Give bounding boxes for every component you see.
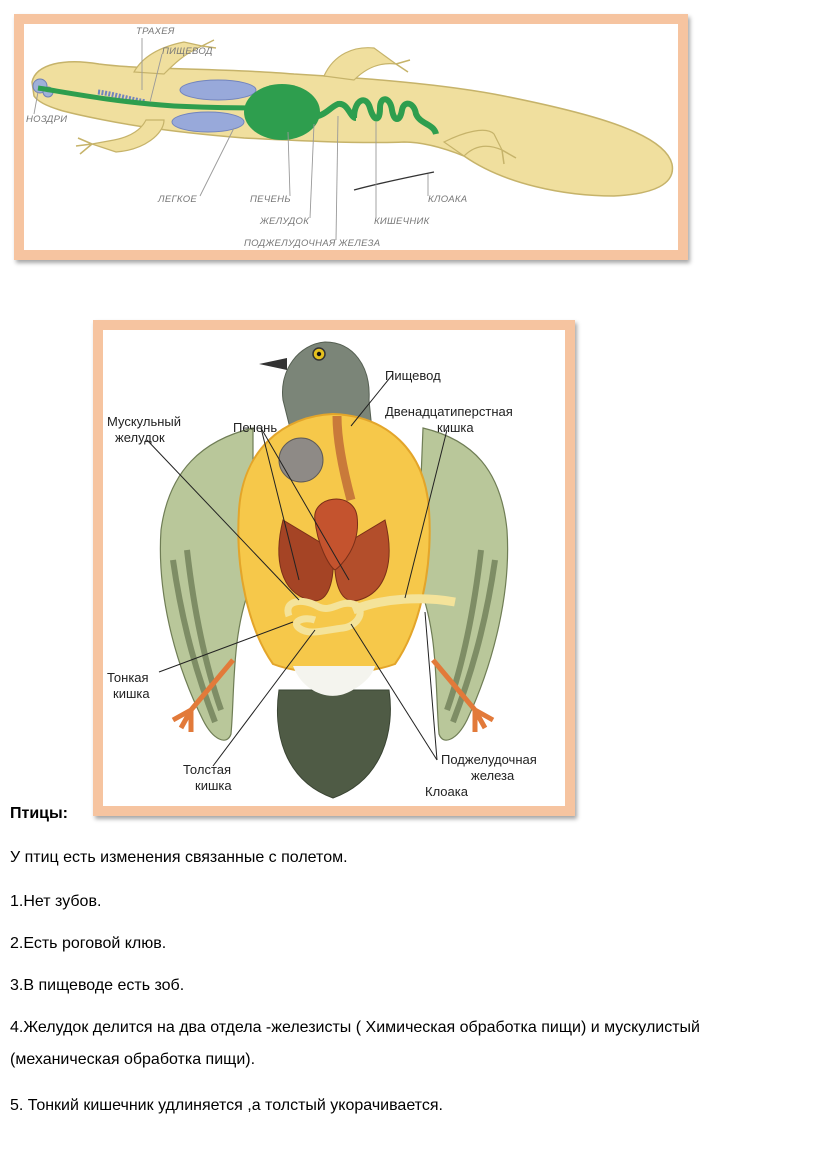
- lizard-anatomy-figure: [14, 14, 688, 260]
- list-item: 1.Нет зубов.: [10, 893, 102, 910]
- bird-anatomy-diagram: [103, 330, 565, 806]
- label-pancreas-line1: Поджелудочная: [441, 752, 537, 767]
- bird-gizzard: [279, 438, 323, 482]
- label-stomach: ЖЕЛУДОК: [260, 216, 310, 227]
- label-nostrils: НОЗДРИ: [26, 114, 68, 125]
- bird-tail: [277, 690, 390, 798]
- label-duodenum-line2: кишка: [437, 420, 474, 435]
- label-small-intestine-line2: кишка: [113, 686, 150, 701]
- bird-beak: [259, 358, 287, 370]
- lizard-anatomy-diagram: [24, 24, 678, 250]
- label-trachea: ТРАХЕЯ: [136, 26, 175, 37]
- label-gizzard-line1: Мускульный: [107, 414, 182, 429]
- lizard-cloaca-line: [354, 172, 434, 190]
- label-cloaca: КЛОАКА: [428, 194, 468, 205]
- section-heading: Птицы:: [10, 805, 68, 822]
- lizard-hind-leg-upper: [324, 48, 396, 80]
- label-liver: Печень: [233, 420, 278, 435]
- bird-anatomy-figure: [93, 320, 575, 816]
- label-pancreas: ПОДЖЕЛУДОЧНАЯ ЖЕЛЕЗА: [244, 238, 381, 249]
- list-item: 3.В пищеводе есть зоб.: [10, 977, 185, 994]
- list-item: 2.Есть роговой клюв.: [10, 935, 167, 952]
- label-esophagus: ПИЩЕВОД: [162, 46, 213, 57]
- lizard-lung: [180, 80, 256, 100]
- label-liver: ПЕЧЕНЬ: [250, 194, 291, 205]
- label-pancreas-line2: железа: [471, 768, 515, 783]
- label-lung: ЛЕГКОЕ: [158, 194, 198, 205]
- label-large-intestine-line2: кишка: [195, 778, 232, 793]
- label-esophagus: Пищевод: [385, 368, 441, 383]
- label-small-intestine-line1: Тонкая: [107, 670, 149, 685]
- list-item: 4.Желудок делится на два отдела -железисты ( Химическая обработка пищи) и мускулистый (механическая обработка пищи).: [10, 1019, 700, 1068]
- label-large-intestine-line1: Толстая: [183, 762, 232, 777]
- label-duodenum-line1: Двенадцатиперстная: [385, 404, 513, 419]
- lizard-body: [32, 62, 672, 196]
- intro-paragraph: У птиц есть изменения связанные с полетом.: [10, 849, 348, 866]
- label-gizzard-line2: желудок: [115, 430, 165, 445]
- lizard-liver: [244, 84, 320, 140]
- list-item: 5. Тонкий кишечник удлиняется ,а толстый укорачивается.: [10, 1097, 443, 1114]
- label-intestine: КИШЕЧНИК: [374, 216, 430, 227]
- label-cloaca: Клоака: [425, 784, 468, 799]
